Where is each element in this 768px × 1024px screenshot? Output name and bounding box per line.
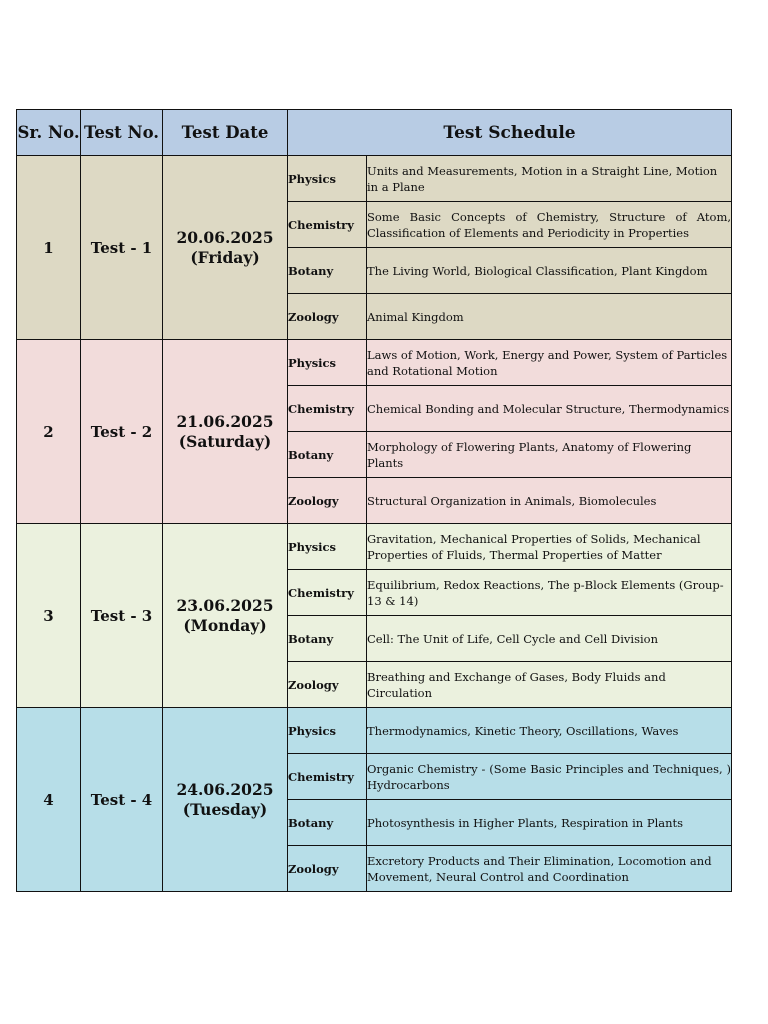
- topics-cell: Photosynthesis in Higher Plants, Respiration in Plants: [367, 800, 732, 846]
- test-group-1: [17, 156, 732, 340]
- topics-cell: Laws of Motion, Work, Energy and Power, System of Particles and Rotational Motion: [367, 340, 732, 386]
- topics-cell: Equilibrium, Redox Reactions, The p-Block Elements (Group-13 & 14): [367, 570, 732, 616]
- test-no-cell: Test - 3: [81, 524, 163, 708]
- header-test-no: Test No.: [81, 110, 163, 156]
- subject-cell: Zoology: [288, 662, 367, 708]
- subject-cell: Chemistry: [288, 202, 367, 248]
- test-no-cell: Test - 1: [81, 156, 163, 340]
- test-no-cell: Test - 2: [81, 340, 163, 524]
- test-date-cell: [163, 708, 288, 892]
- topics-cell: Animal Kingdom: [367, 294, 732, 340]
- table-header-row: [17, 110, 732, 156]
- topics-cell: Chemical Bonding and Molecular Structure, Thermodynamics: [367, 386, 732, 432]
- header-sr-no: Sr. No.: [17, 110, 81, 156]
- topics-cell: Organic Chemistry - (Some Basic Principles and Techniques, ) Hydrocarbons: [367, 754, 732, 800]
- header-test-schedule: Test Schedule: [288, 110, 732, 156]
- subject-cell: Chemistry: [288, 386, 367, 432]
- table-row: [17, 156, 732, 202]
- test-date: 21.06.2025: [176, 411, 274, 431]
- subject-cell: Physics: [288, 156, 367, 202]
- test-no-cell: Test - 4: [81, 708, 163, 892]
- sr-no-cell: 4: [17, 708, 81, 892]
- test-date-cell: [163, 340, 288, 524]
- topics-cell: Breathing and Exchange of Gases, Body Fluids and Circulation: [367, 662, 732, 708]
- subject-cell: Physics: [288, 708, 367, 754]
- test-date: 20.06.2025: [176, 227, 274, 247]
- test-day: (Friday): [190, 247, 260, 267]
- sr-no-cell: 2: [17, 340, 81, 524]
- subject-cell: Chemistry: [288, 570, 367, 616]
- test-day: (Saturday): [178, 431, 272, 451]
- subject-cell: Zoology: [288, 294, 367, 340]
- test-group-4: [17, 708, 732, 892]
- subject-cell: Zoology: [288, 478, 367, 524]
- topics-cell: Cell: The Unit of Life, Cell Cycle and Cell Division: [367, 616, 732, 662]
- topics-cell: Units and Measurements, Motion in a Straight Line, Motion in a Plane: [367, 156, 732, 202]
- topics-cell: Structural Organization in Animals, Biomolecules: [367, 478, 732, 524]
- test-date-cell: [163, 524, 288, 708]
- subject-cell: Botany: [288, 432, 367, 478]
- topics-cell: Thermodynamics, Kinetic Theory, Oscillations, Waves: [367, 708, 732, 754]
- subject-cell: Botany: [288, 248, 367, 294]
- table-row: [17, 708, 732, 754]
- topics-cell: Gravitation, Mechanical Properties of Solids, Mechanical Properties of Fluids, Thermal Properties of Matter: [367, 524, 732, 570]
- test-day: (Monday): [183, 615, 267, 635]
- subject-cell: Chemistry: [288, 754, 367, 800]
- topics-cell: Morphology of Flowering Plants, Anatomy of Flowering Plants: [367, 432, 732, 478]
- test-date: 23.06.2025: [176, 595, 274, 615]
- sr-no-cell: 1: [17, 156, 81, 340]
- test-group-3: [17, 524, 732, 708]
- subject-cell: Botany: [288, 800, 367, 846]
- table-row: [17, 340, 732, 386]
- test-date-cell: [163, 156, 288, 340]
- test-schedule-table: [16, 109, 732, 892]
- header-test-date: Test Date: [163, 110, 288, 156]
- table-row: [17, 524, 732, 570]
- subject-cell: Physics: [288, 340, 367, 386]
- topics-cell: Excretory Products and Their Elimination, Locomotion and Movement, Neural Control and Coordination: [367, 846, 732, 892]
- subject-cell: Botany: [288, 616, 367, 662]
- topics-cell: Some Basic Concepts of Chemistry, Structure of Atom, Classification of Elements and Periodicity in Properties: [367, 202, 732, 248]
- subject-cell: Physics: [288, 524, 367, 570]
- topics-cell: The Living World, Biological Classification, Plant Kingdom: [367, 248, 732, 294]
- sr-no-cell: 3: [17, 524, 81, 708]
- test-date: 24.06.2025: [176, 779, 274, 799]
- test-group-2: [17, 340, 732, 524]
- subject-cell: Zoology: [288, 846, 367, 892]
- test-day: (Tuesday): [182, 799, 268, 819]
